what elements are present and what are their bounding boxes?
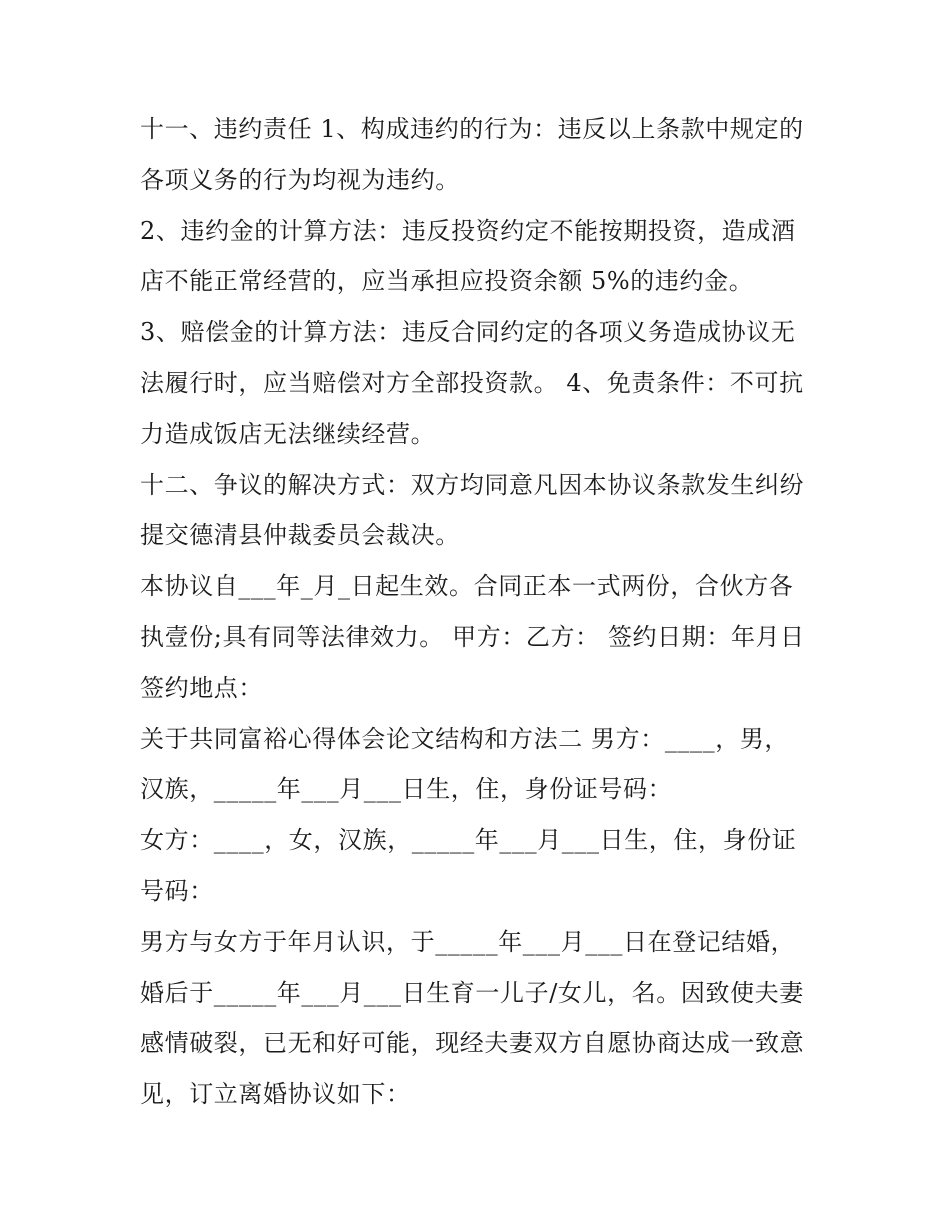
text-line: 男方与女方于年月认识，于_____年___月___日在登记结婚，: [140, 927, 796, 956]
text-line: 3、赔偿金的计算方法：违反合同约定的各项义务造成协议无: [140, 318, 796, 347]
text-line: 签约地点：: [140, 673, 263, 702]
text-line: 店不能正常经营的，应当承担应投资余额 5%的违约金。: [140, 267, 754, 296]
text-line: 号码：: [140, 876, 214, 905]
text-line: 见，订立离婚协议如下：: [140, 1080, 411, 1109]
text-line: 女方：____，女，汉族，_____年___月___日生，住，身份证: [140, 826, 797, 855]
text-line: 提交德清县仲裁委员会裁决。: [140, 521, 460, 550]
document-body: [140, 104, 820, 1120]
text-line: 各项义务的行为均视为违约。: [140, 165, 460, 194]
text-line: 感情破裂，已无和好可能，现经夫妻双方自愿协商达成一致意: [140, 1029, 805, 1058]
text-line: 十一、违约责任 1、构成违约的行为：违反以上条款中规定的: [140, 115, 804, 143]
text-line: 力造成饭店无法继续经营。: [140, 419, 436, 448]
text-line: 本协议自___年_月_日起生效。合同正本一式两份，合伙方各: [140, 572, 794, 601]
text-line: 婚后于_____年___月___日生育一儿子/女儿，名。因致使夫妻: [140, 978, 804, 1007]
text-line: 关于共同富裕心得体会论文结构和方法二 男方：____，男，: [140, 724, 790, 753]
text-line: 十二、争议的解决方式：双方均同意凡因本协议条款发生纠纷: [140, 470, 805, 499]
text-line: 2、违约金的计算方法：违反投资约定不能按期投资，造成酒: [140, 216, 796, 245]
text-line: 法履行时，应当赔偿对方全部投资款。 4、免责条件：不可抗: [140, 368, 804, 397]
text-line: 执壹份;具有同等法律效力。 甲方：乙方： 签约日期：年月日: [140, 622, 805, 651]
text-line: 汉族，_____年___月___日生，住，身份证号码：: [140, 775, 673, 804]
